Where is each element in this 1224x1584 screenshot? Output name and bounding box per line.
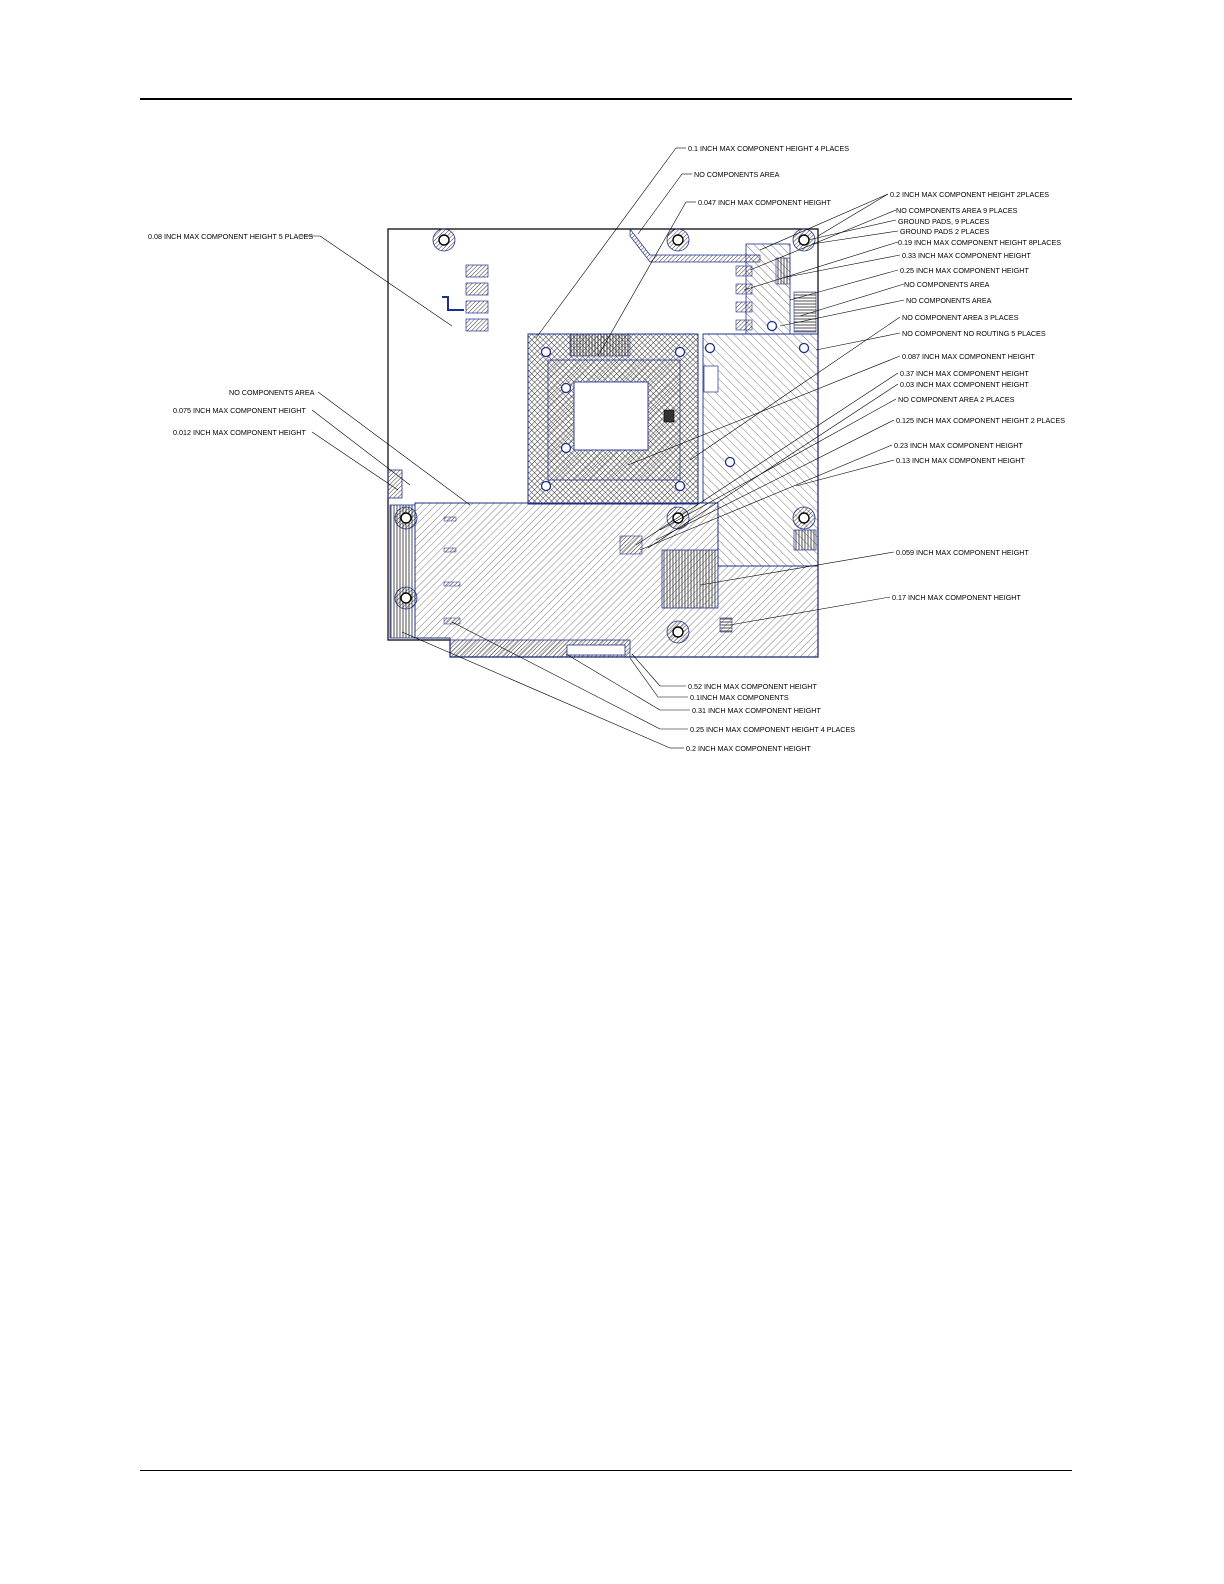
callout-right-6: 0.25 INCH MAX COMPONENT HEIGHT	[900, 266, 1029, 275]
callout-right-0: 0.2 INCH MAX COMPONENT HEIGHT 2PLACES	[890, 190, 1050, 199]
ground-pad	[542, 348, 551, 357]
callout-bottom-0: 0.52 INCH MAX COMPONENT HEIGHT	[688, 682, 817, 691]
ground-pad	[542, 482, 551, 491]
ground-pad	[706, 344, 715, 353]
mounting-hole-bore	[799, 235, 809, 245]
callout-right-8: NO COMPONENTS AREA	[906, 296, 992, 305]
mounting-hole-bore	[401, 513, 411, 523]
mounting-hole-bore	[439, 235, 449, 245]
ground-pad	[676, 348, 685, 357]
callout-top-2: 0.047 INCH MAX COMPONENT HEIGHT	[698, 198, 831, 207]
callout-right-2: GROUND PADS, 9 PLACES	[898, 217, 990, 226]
callout-right-3: GROUND PADS 2 PLACES	[900, 227, 990, 236]
callout-left-3: 0.012 INCH MAX COMPONENT HEIGHT	[173, 428, 306, 437]
callout-right-13: 0.03 INCH MAX COMPONENT HEIGHT	[900, 380, 1029, 389]
ground-pad	[562, 444, 571, 453]
callout-right-1: NO COMPONENTS AREA 9 PLACES	[896, 206, 1018, 215]
mounting-hole-bore	[799, 513, 809, 523]
ground-pad	[726, 458, 735, 467]
callout-right-14: NO COMPONENT AREA 2 PLACES	[898, 395, 1015, 404]
callout-right-11: 0.087 INCH MAX COMPONENT HEIGHT	[902, 352, 1035, 361]
mounting-hole-bore	[673, 627, 683, 637]
right-keepout-region	[703, 334, 818, 566]
mounting-hole-bore	[401, 593, 411, 603]
cpu-socket-region	[528, 334, 698, 504]
callout-right-10: NO COMPONENT NO ROUTING 5 PLACES	[902, 329, 1046, 338]
callout-bottom-4: 0.2 INCH MAX COMPONENT HEIGHT	[686, 744, 811, 753]
ground-pad	[800, 344, 809, 353]
callout-right-19: 0.17 INCH MAX COMPONENT HEIGHT	[892, 593, 1021, 602]
callout-top-1: NO COMPONENTS AREA	[694, 170, 780, 179]
callout-left-2: 0.075 INCH MAX COMPONENT HEIGHT	[173, 406, 306, 415]
top-right-connector-stack	[630, 229, 816, 334]
callout-right-4: 0.19 INCH MAX COMPONENT HEIGHT 8PLACES	[898, 238, 1062, 247]
callout-bottom-2: 0.31 INCH MAX COMPONENT HEIGHT	[692, 706, 821, 715]
callout-right-15: 0.125 INCH MAX COMPONENT HEIGHT 2 PLACES	[896, 416, 1066, 425]
callout-right-17: 0.13 INCH MAX COMPONENT HEIGHT	[896, 456, 1025, 465]
ground-pad	[562, 384, 571, 393]
footer-rule	[140, 1470, 1072, 1471]
callout-top-0: 0.1 INCH MAX COMPONENT HEIGHT 4 PLACES	[688, 144, 850, 153]
callout-left-1: NO COMPONENTS AREA	[229, 388, 315, 397]
callout-right-5: 0.33 INCH MAX COMPONENT HEIGHT	[902, 251, 1031, 260]
ground-pad	[768, 322, 777, 331]
callout-right-18: 0.059 INCH MAX COMPONENT HEIGHT	[896, 548, 1029, 557]
callout-right-12: 0.37 INCH MAX COMPONENT HEIGHT	[900, 369, 1029, 378]
callout-right-9: NO COMPONENT AREA 3 PLACES	[902, 313, 1019, 322]
callout-left-0: 0.08 INCH MAX COMPONENT HEIGHT 5 PLACES	[148, 232, 314, 241]
callout-bottom-1: 0.1INCH MAX COMPONENTS	[690, 693, 789, 702]
callout-right-7: NO COMPONENTS AREA	[904, 280, 990, 289]
callout-right-16: 0.23 INCH MAX COMPONENT HEIGHT	[894, 441, 1023, 450]
mounting-hole-bore	[673, 235, 683, 245]
ground-pad	[676, 482, 685, 491]
left-connector-strip	[388, 470, 415, 638]
callout-bottom-3: 0.25 INCH MAX COMPONENT HEIGHT 4 PLACES	[690, 725, 856, 734]
